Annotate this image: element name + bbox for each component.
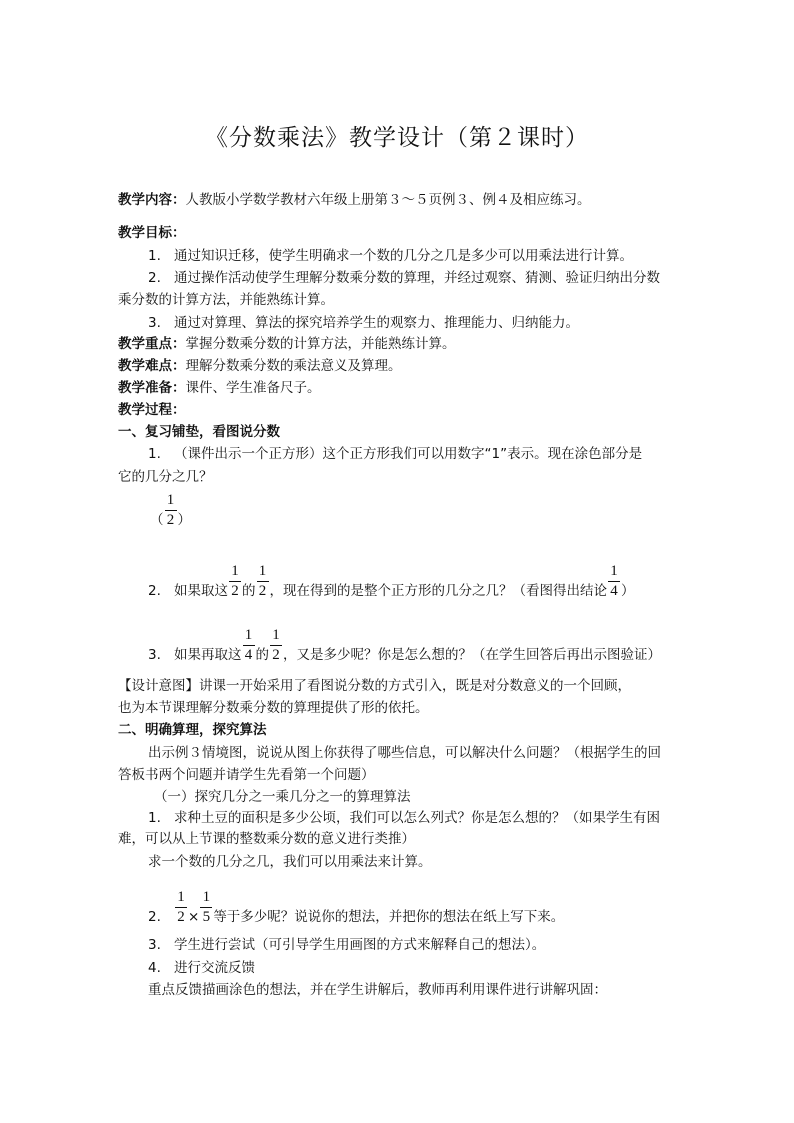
page-title: 《分数乘法》教学设计（第２课时） (205, 125, 589, 151)
key-text: 掌握分数乘分数的计算方法，并能熟练计算。 (185, 336, 456, 352)
fraction-one-half (175, 889, 187, 926)
step-2-4 (148, 958, 708, 978)
step-1-1 (148, 444, 708, 464)
step-1-2-of: 的 (242, 583, 256, 599)
step-1-1-text: （课件出示一个正方形）这个正方形我们可以用数字“1”表示。现在涂色部分是 (174, 446, 643, 462)
list-number: 2. (148, 583, 161, 599)
step-1-3-of: 的 (255, 647, 269, 663)
numerator: 1 (166, 491, 175, 508)
list-number: 3. (148, 315, 161, 331)
step-2-1-cont (118, 829, 678, 849)
numerator: 1 (202, 888, 211, 905)
fraction-one-half (270, 627, 282, 664)
list-number: 1. (148, 810, 161, 826)
list-number: 4. (148, 960, 161, 976)
step-1-1-cont (118, 467, 678, 487)
denominator: 2 (166, 511, 175, 528)
fraction-bar (200, 907, 212, 908)
denominator: 4 (244, 646, 253, 663)
fraction-bar (175, 907, 187, 908)
goals-label-text: 教学目标： (118, 225, 186, 241)
numerator: 1 (231, 562, 239, 579)
list-number: 1. (148, 248, 161, 264)
prep-line (118, 378, 678, 398)
numerator: 1 (258, 562, 267, 579)
goal-1 (148, 246, 708, 266)
closing-line-text: 重点反馈描画涂色的想法，并在学生讲解后，教师再利用课件进行讲解巩固： (148, 982, 607, 998)
step-1-1-text-cont: 它的几分之几？ (118, 469, 213, 485)
goal-2 (148, 268, 708, 288)
denominator: 2 (177, 908, 185, 925)
content-label: 教学内容： (118, 192, 186, 208)
fraction-one-fifth (200, 889, 212, 926)
fraction-bar (257, 581, 269, 582)
goal-3-text: 通过对算理、算法的探究培养学生的观察力、推理能力、归纳能力。 (174, 315, 579, 331)
prep-text: 课件、学生准备尺子。 (185, 380, 321, 396)
prep-label: 教学准备： (118, 380, 186, 396)
key-label: 教学重点： (118, 336, 186, 352)
key-line (118, 334, 678, 354)
section-2-intro (148, 743, 708, 763)
fraction-one-quarter (608, 563, 620, 600)
list-number: 2. (148, 270, 161, 286)
difficulty-label: 教学难点： (118, 358, 186, 374)
content-line (118, 190, 678, 210)
fraction-one-half (257, 563, 269, 600)
step-2-3 (148, 935, 708, 955)
list-number: 3. (148, 647, 161, 663)
denominator: 2 (231, 582, 239, 599)
denominator: 2 (272, 646, 280, 663)
goal-2-text-cont: 乘分数的计算方法，并能熟练计算。 (118, 292, 334, 308)
section-2-note (148, 852, 708, 872)
step-2-3-text: 学生进行尝试（可引导学生用画图的方式来解释自己的想法）。 (174, 937, 546, 953)
design-intent (118, 676, 678, 696)
section-2-intro-text-cont: 答板书两个问题并请学生先看第一个问题） (118, 767, 375, 783)
step-1-3 (148, 626, 708, 678)
denominator: 2 (258, 582, 267, 599)
step-1-2-text-c: ） (621, 583, 635, 599)
denominator: 4 (610, 582, 618, 599)
section-heading-1: 一、复习铺垫，看图说分数 (118, 424, 280, 440)
subsection-1-text: （一）探究几分之一乘几分之一的算理算法 (154, 789, 411, 805)
step-2-1-text-cont: 难，可以从上节课的整数乘分数的意义进行类推） (118, 831, 415, 847)
design-intent-cont (118, 698, 678, 718)
section-heading-2: 二、明确算理，探究算法 (118, 722, 267, 738)
list-number: 1. (148, 446, 161, 462)
process-label (118, 400, 678, 420)
content-text: 人教版小学数学教材六年级上册第３～５页例３、例４及相应练习。 (185, 192, 591, 208)
step-2-2-text: 等于多少呢？说说你的想法，并把你的想法在纸上写下来。 (213, 909, 565, 925)
fraction-bar (243, 645, 255, 646)
numerator: 1 (272, 626, 280, 643)
process-label-text: 教学过程： (118, 402, 186, 418)
section-2-note-text: 求一个数的几分之几，我们可以用乘法来计算。 (148, 854, 432, 870)
design-intent-text: 【设计意图】讲课一开始采用了看图说分数的方式引入，既是对分数意义的一个回顾， (118, 678, 631, 694)
step-2-4-text: 进行交流反馈 (174, 960, 255, 976)
difficulty-text: 理解分数乘分数的乘法意义及算理。 (185, 358, 402, 374)
step-1-2-text: 如果取这 (174, 583, 228, 599)
denominator: 5 (202, 908, 211, 925)
fraction-bar (608, 581, 620, 582)
fraction-bar (270, 645, 282, 646)
fraction-one-quarter (243, 627, 255, 664)
step-2-2 (148, 888, 708, 940)
answer-half (150, 491, 710, 543)
goals-label (118, 223, 678, 243)
design-intent-text-cont: 也为本节课理解分数乘分数的算理提供了形的依托。 (118, 700, 429, 716)
step-2-1-text: 求种土豆的面积是多少公顷，我们可以怎么列式？你是怎么想的？（如果学生有困 (174, 810, 660, 826)
numerator: 1 (177, 888, 185, 905)
fraction-one-half (229, 563, 241, 600)
subsection-1 (154, 787, 714, 807)
fraction-bar (165, 510, 177, 511)
step-1-3-text-b: ，又是多少呢？你是怎么想的？（在学生回答后再出示图验证） (283, 647, 661, 663)
list-number: 2. (148, 909, 161, 925)
goal-1-text: 通过知识迁移，使学生明确求一个数的几分之几是多少可以用乘法进行计算。 (174, 248, 633, 264)
step-1-3-text: 如果再取这 (174, 647, 242, 663)
times-sign: × (188, 909, 200, 925)
paren-close: ） (177, 512, 191, 528)
numerator: 1 (610, 562, 618, 579)
closing-line (148, 980, 708, 1000)
goal-3 (148, 313, 708, 333)
step-2-1 (148, 808, 708, 828)
paren-open: （ (150, 512, 164, 528)
numerator: 1 (244, 626, 253, 643)
difficulty-line (118, 356, 678, 376)
section-2-intro-text: 出示例３情境图，说说从图上你获得了哪些信息，可以解决什么问题？（根据学生的回 (148, 745, 661, 761)
step-1-2-text-b: ，现在得到的是整个正方形的几分之几？（看图得出结论 (269, 583, 607, 599)
fraction-one-half (165, 492, 177, 529)
section-2-intro-cont (118, 765, 678, 785)
goal-2-cont (118, 290, 678, 310)
fraction-bar (229, 581, 241, 582)
step-1-2 (148, 562, 708, 614)
list-number: 3. (148, 937, 161, 953)
goal-2-text: 通过操作活动使学生理解分数乘分数的算理，并经过观察、猜测、验证归纳出分数 (174, 270, 660, 286)
